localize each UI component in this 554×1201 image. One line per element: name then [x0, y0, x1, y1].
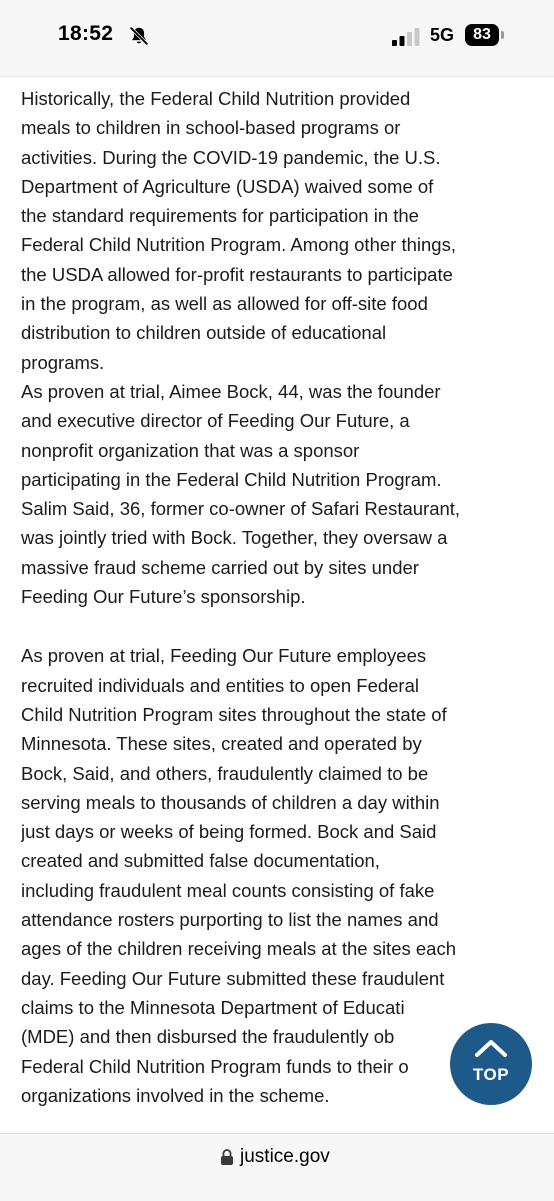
paragraph-line: recruited individuals and entities to open Federal	[21, 674, 419, 696]
back-to-top-label: TOP	[472, 1065, 510, 1084]
paragraph-line: Department of Agriculture (USDA) waived some of	[21, 175, 434, 197]
paragraph-line: ages of the children receiving meals at the sites each	[21, 938, 456, 960]
paragraph-line: day. Feeding Our Future submitted these fraudulent	[21, 967, 445, 989]
paragraph-line: Salim Said, 36, former co-owner of Safari Restaurant,	[21, 498, 461, 520]
paragraph-line: As proven at trial, Feeding Our Future employees	[21, 645, 427, 667]
paragraph-line: Feeding Our Future’s sponsorship.	[21, 586, 306, 608]
paragraph-line: just days or weeks of being formed. Bock and Said	[21, 821, 437, 843]
network-type: 5G	[430, 25, 455, 45]
status-bar	[0, 0, 554, 77]
paragraph-line: Federal Child Nutrition Program funds to their o	[21, 1055, 409, 1077]
back-to-top-button[interactable]	[450, 1023, 532, 1105]
paragraph-line: massive fraud scheme carried out by sites under	[21, 556, 419, 578]
url-text[interactable]: justice.gov	[240, 1146, 330, 1167]
paragraph-program-history	[21, 84, 535, 377]
paragraph-line: As proven at trial, Aimee Bock, 44, was the founder	[21, 380, 441, 402]
paragraph-line: Child Nutrition Program sites throughout the state of	[21, 703, 447, 725]
paragraph-line: including fraudulent meal counts consisting of fake	[21, 879, 435, 901]
lock-icon	[220, 1148, 234, 1166]
paragraph-line: distribution to children outside of educational	[21, 322, 387, 344]
paragraph-line: meals to children in school-based programs or	[21, 117, 401, 139]
paragraph-line: (MDE) and then disbursed the fraudulently ob	[21, 1026, 395, 1048]
paragraph-line: claims to the Minnesota Department of Educati	[21, 996, 405, 1018]
bell-slash-icon	[128, 25, 150, 47]
chevron-up-icon	[473, 1037, 509, 1059]
paragraph-line: participating in the Federal Child Nutrition Program.	[21, 468, 442, 490]
battery-icon	[465, 24, 499, 46]
paragraph-line: nonprofit organization that was a sponsor	[21, 439, 360, 461]
article-body	[21, 84, 535, 1128]
paragraph-line: activities. During the COVID-19 pandemic, the U.S.	[21, 146, 441, 168]
paragraph-line: programs.	[21, 351, 105, 373]
paragraph-line: and executive director of Feeding Our Future, a	[21, 410, 410, 432]
cellular-signal-icon	[392, 28, 422, 46]
paragraph-line: was jointly tried with Bock. Together, they oversaw a	[21, 527, 448, 549]
paragraph-line: organizations involved in the scheme.	[21, 1084, 330, 1106]
address-bar[interactable]	[0, 1133, 554, 1201]
paragraph-line: the standard requirements for participation in the	[21, 205, 419, 227]
paragraph-line: attendance rosters purporting to list the names and	[21, 909, 439, 931]
paragraph-line: created and submitted false documentation,	[21, 850, 380, 872]
battery-cap	[501, 31, 504, 39]
paragraph-line: Minnesota. These sites, created and operated by	[21, 733, 422, 755]
paragraph-line: the USDA allowed for-profit restaurants to participate	[21, 263, 453, 285]
paragraph-line: in the program, as well as allowed for off-site food	[21, 293, 428, 315]
paragraph-defendants	[21, 377, 535, 611]
battery-level: 83	[473, 26, 491, 43]
paragraph-line: serving meals to thousands of children a day within	[21, 791, 440, 813]
paragraph-line: Federal Child Nutrition Program. Among other things,	[21, 234, 456, 256]
paragraph-line: Bock, Said, and others, fraudulently claimed to be	[21, 762, 429, 784]
paragraph-line: Historically, the Federal Child Nutrition provided	[21, 88, 411, 109]
status-time: 18:52	[58, 22, 114, 45]
